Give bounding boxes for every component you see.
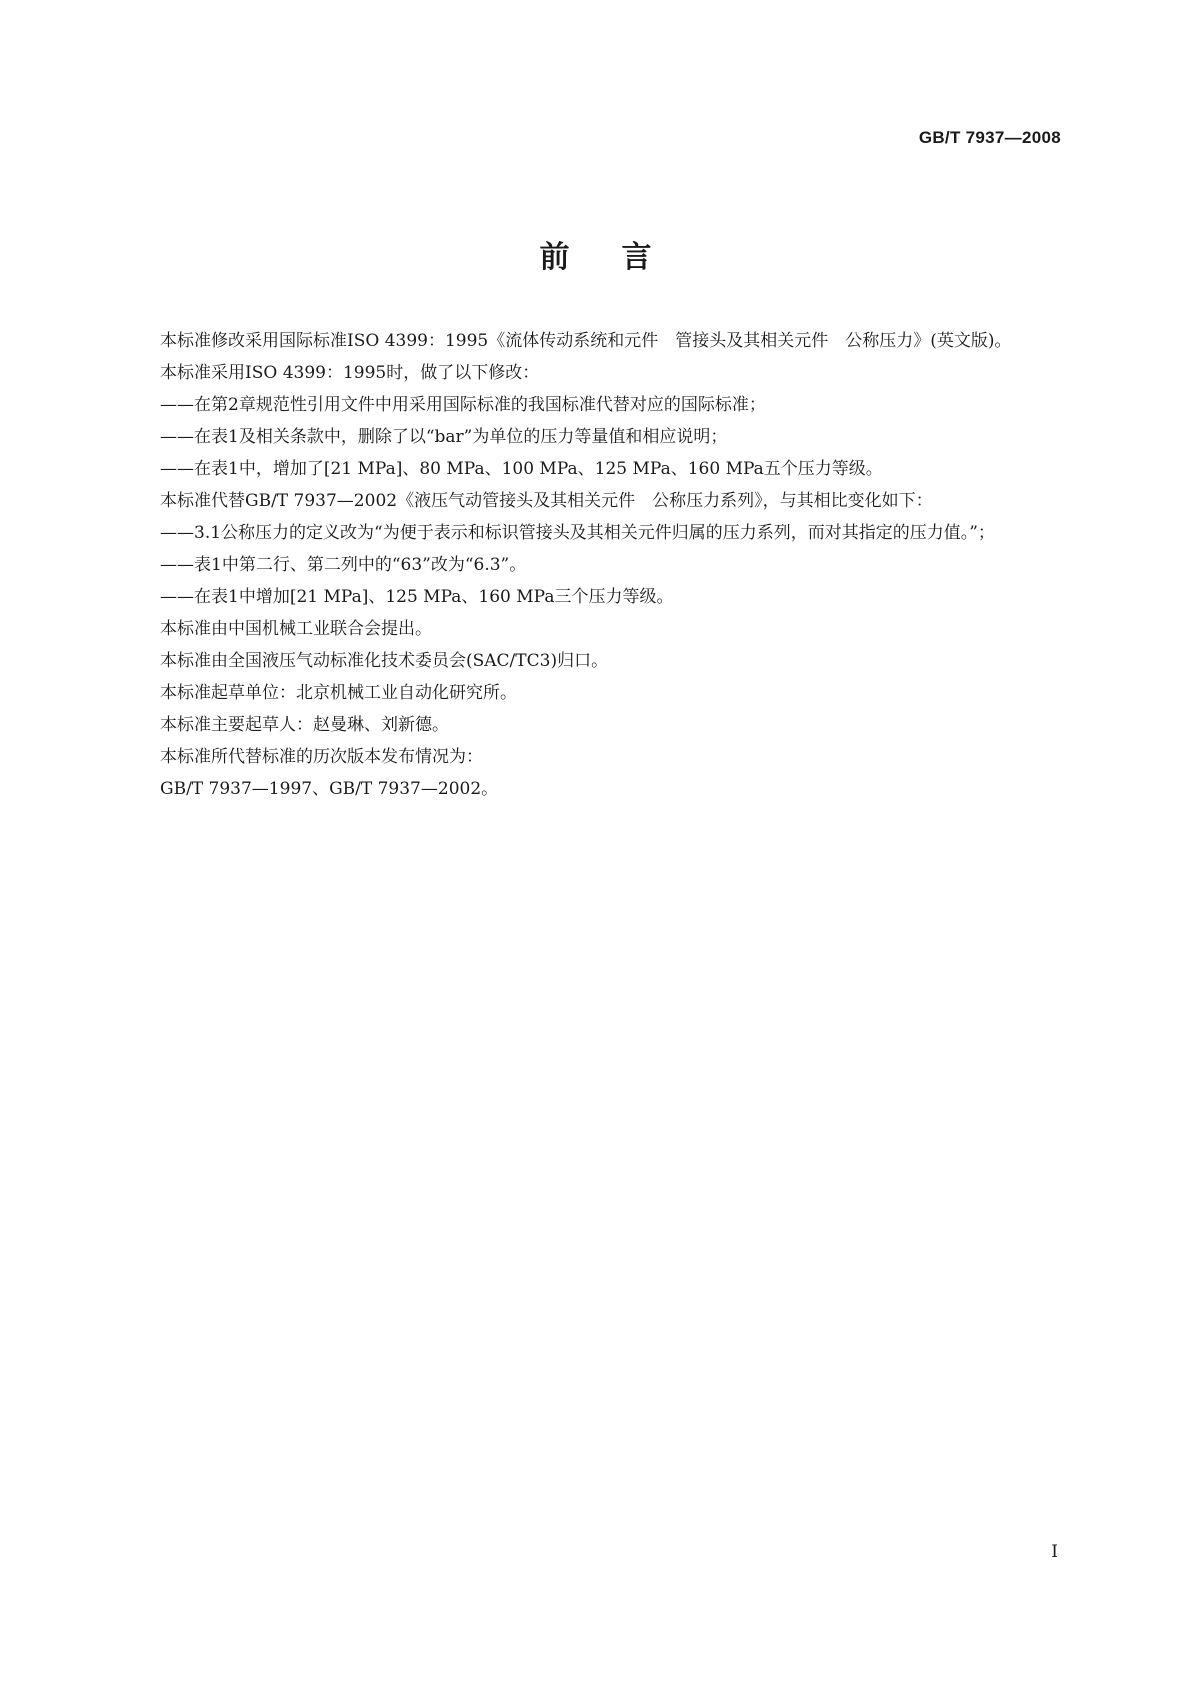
page-number: I <box>1051 1542 1058 1562</box>
paragraph-replacement: 本标准代替GB/T 7937—2002《液压气动管接头及其相关元件 公称压力系列》，与其相比变化如下： <box>160 491 933 511</box>
list-item-change: ——表1中第二行、第二列中的“63”改为“6.3”。 <box>160 555 527 575</box>
list-item-modification: ——在表1及相关条款中，删除了以“bar”为单位的压力等量值和相应说明； <box>160 427 728 447</box>
paragraph-history-intro: 本标准所代替标准的历次版本发布情况为： <box>160 747 483 767</box>
list-item-change: ——在表1中增加[21 MPa]、125 MPa、160 MPa三个压力等级。 <box>160 587 674 607</box>
paragraph-committee: 本标准由全国液压气动标准化技术委员会(SAC/TC3)归口。 <box>160 651 609 671</box>
list-item-change: ——3.1公称压力的定义改为“为便于表示和标识管接头及其相关元件归属的压力系列，而对其指定的压力值。”； <box>160 523 995 543</box>
standard-number: GB/T 7937—2008 <box>918 128 1061 147</box>
page-title: 前言 <box>539 240 704 275</box>
paragraph-drafting-unit: 本标准起草单位：北京机械工业自动化研究所。 <box>160 683 517 703</box>
paragraph-proposer: 本标准由中国机械工业联合会提出。 <box>160 619 432 639</box>
foreword-body <box>126 325 1066 805</box>
paragraph-modifications-intro: 本标准采用ISO 4399：1995时，做了以下修改： <box>160 363 540 383</box>
paragraph-drafters: 本标准主要起草人：赵曼琳、刘新德。 <box>160 715 449 735</box>
list-item-modification: ——在第2章规范性引用文件中用采用国际标准的我国标准代替对应的国际标准； <box>160 395 766 415</box>
list-item-modification: ——在表1中，增加了[21 MPa]、80 MPa、100 MPa、125 MPa、160 MPa五个压力等级。 <box>160 459 883 479</box>
paragraph-history-versions: GB/T 7937—1997、GB/T 7937—2002。 <box>160 779 499 799</box>
paragraph-adoption: 本标准修改采用国际标准ISO 4399：1995《流体传动系统和元件 管接头及其相关元件 公称压力》(英文版)。 <box>160 331 1012 351</box>
